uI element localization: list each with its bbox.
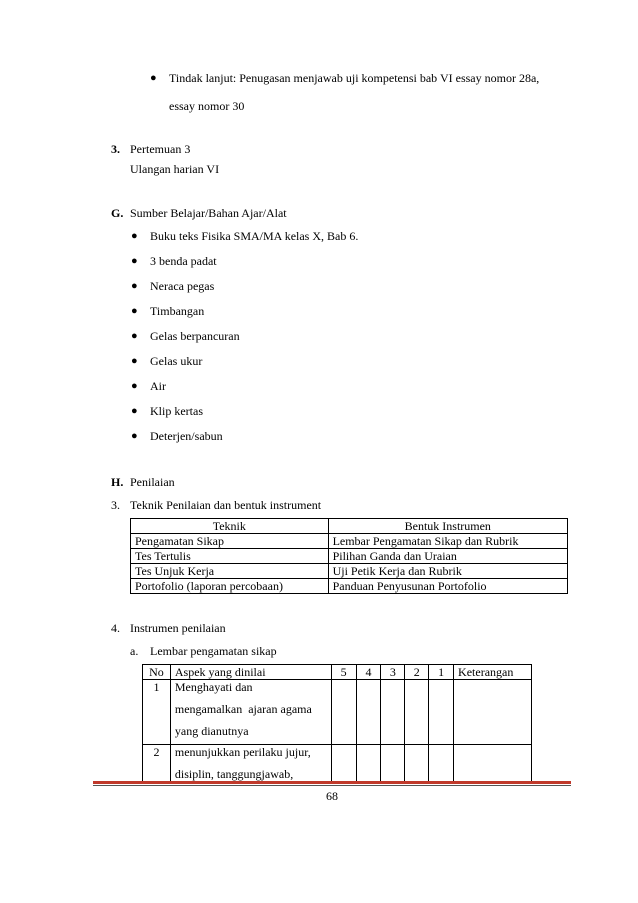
bullet-icon: ● [131, 255, 138, 267]
bullet-icon: ● [131, 230, 138, 242]
score-cell [331, 680, 356, 745]
table-header: 5 [331, 665, 356, 680]
table-row [131, 564, 568, 579]
table-header: 1 [429, 665, 454, 680]
table-header: 4 [356, 665, 381, 680]
bullet-icon: ● [150, 72, 157, 84]
table-header: Aspek yang dinilai [170, 665, 331, 680]
bullet-icon: ● [131, 305, 138, 317]
aspect-line: menunjukkan perilaku jujur, [174, 745, 311, 759]
list-item: Neraca pegas [150, 279, 215, 293]
meeting3-subtitle: Ulangan harian VI [130, 162, 220, 176]
list-item: Gelas berpancuran [150, 329, 240, 343]
aspect-line: disiplin, tanggungjawab, [174, 767, 294, 781]
table-header: Keterangan [454, 665, 532, 680]
table-row [131, 549, 568, 564]
meeting3-title: Pertemuan 3 [130, 142, 191, 156]
table-header: No [143, 665, 171, 680]
table-cell-aspect [170, 745, 331, 783]
section-h-sub4-title: Instrumen penilaian [130, 621, 226, 635]
table-header: Bentuk Instrumen [328, 519, 567, 534]
list-item: 3 benda padat [150, 254, 217, 268]
section-h-sub4-number: 4. [111, 621, 120, 635]
meeting3-number: 3. [111, 142, 120, 156]
score-cell [356, 680, 381, 745]
table-cell: Pengamatan Sikap [131, 534, 329, 549]
score-cell [405, 680, 429, 745]
table-row [143, 745, 532, 783]
score-cell [405, 745, 429, 783]
technique-table [130, 518, 568, 594]
bullet-icon: ● [131, 405, 138, 417]
score-cell [429, 745, 454, 783]
remarks-cell [454, 745, 532, 783]
aspect-line: yang dianutnya [174, 724, 249, 738]
table-header-row [143, 665, 532, 680]
score-cell [331, 745, 356, 783]
list-item: Gelas ukur [150, 354, 203, 368]
section-h-sub4a-title: Lembar pengamatan sikap [150, 644, 277, 658]
aspect-line: mengamalkan ajaran agama [174, 702, 312, 716]
section-h-title: Penilaian [130, 475, 175, 489]
bullet-icon: ● [131, 355, 138, 367]
footer-rule-red [93, 781, 571, 784]
table-cell: Tes Unjuk Kerja [131, 564, 329, 579]
section-h-sub3-title: Teknik Penilaian dan bentuk instrument [130, 498, 322, 512]
table-row [131, 534, 568, 549]
section-h-sub4a-letter: a. [130, 644, 139, 658]
table-cell: Lembar Pengamatan Sikap dan Rubrik [328, 534, 567, 549]
table-row [143, 680, 532, 745]
list-item: Air [150, 379, 166, 393]
remarks-cell [454, 680, 532, 745]
score-cell [381, 680, 405, 745]
table-cell: Tes Tertulis [131, 549, 329, 564]
table-header: 2 [405, 665, 429, 680]
score-cell [381, 745, 405, 783]
aspect-line: Menghayati dan [174, 680, 253, 694]
table-cell: Portofolio (laporan percobaan) [131, 579, 329, 594]
list-item: Timbangan [150, 304, 205, 318]
bullet-icon: ● [131, 280, 138, 292]
table-cell-no: 1 [143, 680, 171, 745]
table-cell: Panduan Penyusunan Portofolio [328, 579, 567, 594]
section-g-title: Sumber Belajar/Bahan Ajar/Alat [130, 206, 287, 220]
bullet-icon: ● [131, 380, 138, 392]
attitude-table [142, 664, 532, 783]
table-cell-no: 2 [143, 745, 171, 783]
section-h-sub3-number: 3. [111, 498, 120, 512]
score-cell [429, 680, 454, 745]
list-item: Klip kertas [150, 404, 203, 418]
followup-line-1: Tindak lanjut: Penugasan menjawab uji kompetensi bab VI essay nomor 28a, [169, 71, 540, 85]
section-h-letter: H. [111, 475, 124, 489]
followup-line-2: essay nomor 30 [169, 99, 245, 113]
table-cell: Uji Petik Kerja dan Rubrik [328, 564, 567, 579]
table-header-row [131, 519, 568, 534]
table-header: 3 [381, 665, 405, 680]
list-item: Buku teks Fisika SMA/MA kelas X, Bab 6. [150, 229, 359, 243]
score-cell [356, 745, 381, 783]
table-cell: Pilihan Ganda dan Uraian [328, 549, 567, 564]
section-g-letter: G. [111, 206, 124, 220]
page-number: 68 [326, 789, 338, 803]
table-cell-aspect [170, 680, 331, 745]
bullet-icon: ● [131, 430, 138, 442]
bullet-icon: ● [131, 330, 138, 342]
table-row [131, 579, 568, 594]
table-header: Teknik [131, 519, 329, 534]
list-item: Deterjen/sabun [150, 429, 223, 443]
footer-rule-dark [93, 785, 571, 786]
